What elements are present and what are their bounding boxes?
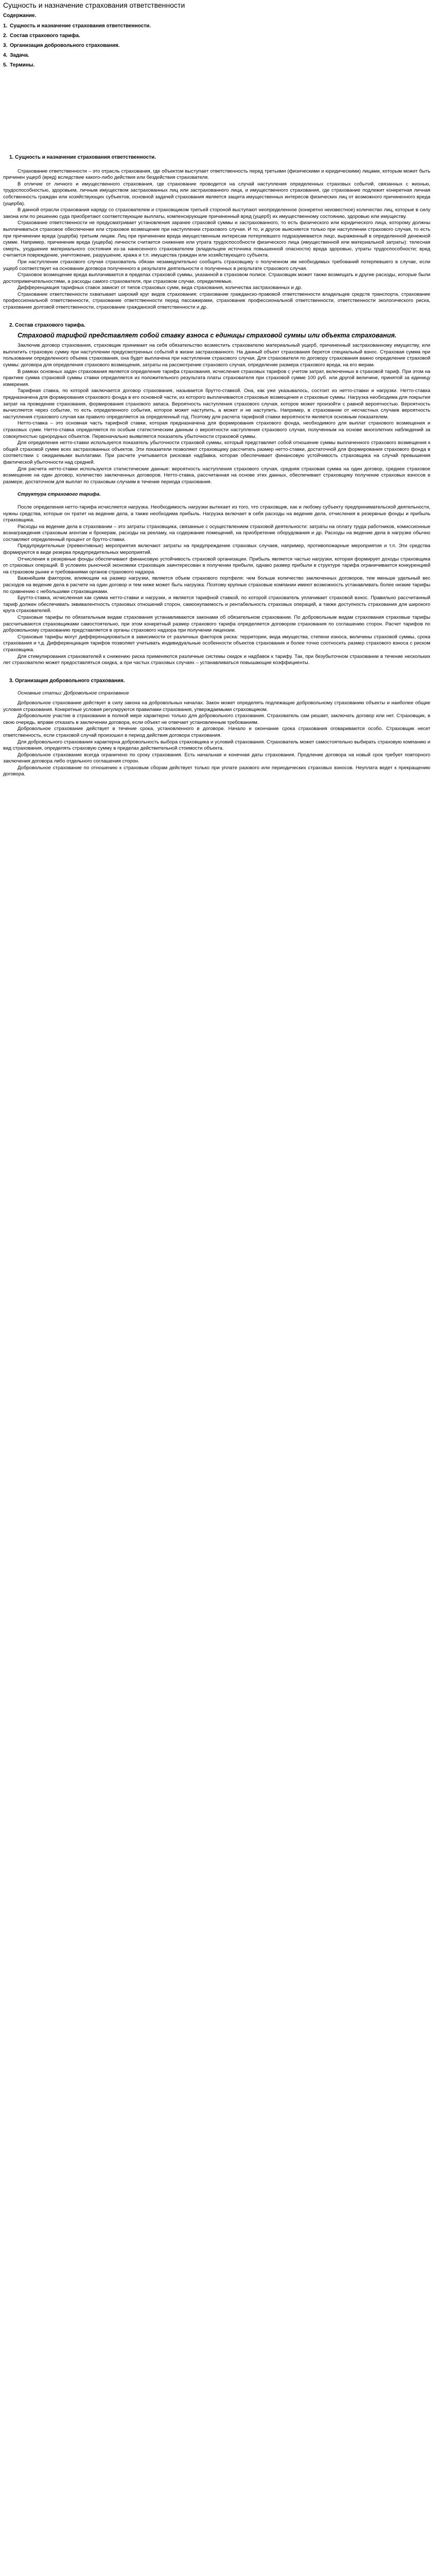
paragraph: Для стимулирования страхователей к снижению риска применяются различные системы скидок и надбавок к тарифу. Так, при безубыточном страховании в течение нескольких лет страхователю может предоставляться скидка, а при частых страховых случаях – устанавливаться повышающие коэффициенты. xyxy=(3,653,430,666)
paragraph: Дифференциация тарифных ставок зависит от типов страховых сумм, вида страхования, количества застрахованных и др. xyxy=(18,285,303,291)
section-lead: Страховой тарифой представляет собой ставку взноса с единицы страховой суммы или объекта страхования. xyxy=(18,332,397,340)
paragraph: Для определения нетто-ставки используется показатель убыточности страховой суммы, который представляет собой отношение суммы выплаченного страхового возмещения к общей страховой сумме всех застрахованных объектов. Эти показатели позволяют страховщику рассчитать размер нетто-ставки, достаточной для формирования страхового фонда в соответствии с ожидаемыми выплатами. При расчете учитывается рисковая надбавка, которая обеспечивает финансовую устойчивость страховщика на случай превышения фактической убыточности над средней. xyxy=(3,440,430,465)
paragraph: Добровольное участие в страховании в полной мере характерно только для добровольного страхования. Страхователь сам решает, заключать договор или нет. Страховщик, в свою очередь, вправе отказать в заключении договора, если объект не отвечает установленным требованиям. xyxy=(3,713,430,725)
paragraph: В данной отрасли страхования наряду со страхователем и страховщиком третьей стороной выступают неопределенное (конкретно неизвестное) количество лиц, которые в силу закона или по решению суда приобретают соответствующие выплаты, компенсирующие причиненный вред (ущерб) их имущественному состоянию, здоровью или имуществу. xyxy=(3,207,430,219)
table-of-contents xyxy=(3,23,209,72)
paragraph: Брутто-ставка, исчисленная как сумма нетто-ставки и нагрузки, и является тарифной ставкой, по которой страхователь уплачивает страховой взнос. Правильно рассчитанный тариф должен обеспечивать эквивалентность страховых отношений сторон, самоокупаемость и рентабельность страховых операций, а также доступность страхования для широкого круга страхователей. xyxy=(3,595,430,614)
paragraph: После определения нетто-тарифа исчисляется нагрузка. Необходимость нагрузки вытекает из того, что страховщик, как и любому субъекту предпринимательской деятельности, нужны средства, которые он тратит на ведение дела, а также необходима прибыль. Нагрузка включает в себя расходы на ведение дела, отчисления в резервные фонды и прибыль страховщика. xyxy=(3,504,430,523)
paragraph: Страховые тарифы по обязательным видам страхования устанавливаются законами об обязательном страховании. По добровольным видам страхования страховые тарифы рассчитываются страховщиками самостоятельно, при этом конкретный размер страхового тарифа определяется договором страхования по соглашению сторон. Расчет тарифов по добровольному страхованию представляется в органы страхового надзора при получении лицензии. xyxy=(3,615,430,634)
toc-link-4[interactable]: 4. Задача. xyxy=(3,53,29,58)
paragraph: В рамках основных задач страхования является определение тарифа страхования, исчисления страховых тарифов с учетом затрат, включенных в страховой тариф. При этом на практике сумма страховой суммы ставки определяется из положительного результата платы страхователя при страховой сумме 100 руб. или другой величине, принятой за единицу измерения. xyxy=(3,368,430,387)
paragraph: Страхование ответственности – это отрасль страхования, где объектом выступает ответственность перед третьими (физическими и юридическими) лицами, которым может быть причинен ущерб (вред) вследствие какого-либо действия или бездействия страхователя. xyxy=(3,168,430,181)
paragraph: Для добровольного страхования характерна добровольность выбора страховщика и условий страхования. Страхователь может самостоятельно выбирать страховую компанию и вид страхования, определять страховую сумму в пределах действительной стоимости объекта. xyxy=(3,739,430,752)
paragraph: Отчисления в резервные фонды обеспечивают финансовую устойчивость страховой организации. Прибыль является частью нагрузки, которая формирует доходы страховщика от страховых операций. В условиях рыночной экономики страховщик заинтересован в получении прибыли, однако размер прибыли в структуре тарифа ограничивается конкуренцией на страховом рынке и требованиями органов страхового надзора. xyxy=(3,556,430,575)
paragraph: Страхование ответственности не предусматривает установления заранее страховой суммы и застрахованного, то есть физического или юридического лица, которому должны выплачиваться страховое обеспечение или страховое возмещение при наступлении страхового случая. И то, и другое выясняется только при наступлении страхового случая, то есть при причинении вреда (ущерба) третьим лицам. Лиц при причинении вреда имущественным интересам потерпевшего подразумевается лицо, выраженный в определенной денежной сумме. Например, причинение вреда (ущерба) личности считается снижение или утрата трудоспособности физического лица (имущественной или материальной затраты): телесная смерть, ухудшение материального состояния из-за нанесенного страхователем (владельцем источника повышенной опасности) вреда здоровью, утраты трудоспособности; вред считается повреждение, уничтожение, разрушение, кража и т.п. имущества граждан или хозяйствующего субъекта. xyxy=(3,220,430,259)
paragraph: Заключив договор страхования, страховщик принимает на себя обязательство возместить страхователю материальный ущерб, причиненный застрахованному имуществу, или выплатить страховую сумму при наступлении предусмотренных событий в жизни застрахованного. На данный объект страхования берется специальный взнос. Страховая сумма при пользовании определенного объема страхования, она будет выплачена при наступлении страхового случая. Для страхователя по договору страхования важно определение страховой суммы: договора для определения страхового возмещения, затраты на рассмотрение страхового случая, определение размера страхового вреда, на его мерам. xyxy=(3,343,430,368)
paragraph: Важнейшим фактором, влияющим на размер нагрузки, является объем страхового портфеля: чем больше количество заключенных договоров, тем меньше удельный вес расходов на ведение дела в расчете на один договор и тем ниже может быть нагрузка. Поэтому крупные страховые компании имеют возможность устанавливать более низкие тарифы по сравнению с небольшими страховщиками. xyxy=(3,575,430,595)
paragraph: Для расчета нетто-ставки используются статистические данные: вероятность наступления страхового случая, средняя страховая сумма на один договор, среднее страховое возмещение на один договор, количество заключенных договоров. Нетто-ставка, рассчитанная на основе этих данных, обеспечивает страховщику получение страховых взносов в размере, достаточном для выплат по страховым случаям в течение периода страхования. xyxy=(3,466,430,485)
paragraph: При наступлении страхового случая страхователь обязан незамедлительно сообщить страховщику о полученном им необходимых требований потерпевшего в случае, если ущерб соответствует на основании договора полученного в результате деятельности о полученных в результате страхового случая. xyxy=(3,259,430,272)
main-article-note: Основные статьи: Добровольное страхование xyxy=(18,690,129,697)
document-body xyxy=(3,155,430,778)
paragraph: Тарифная ставка, по которой заключается договор страхования, называется брутто-ставкой. Она, как уже указывалось, состоит из нетто-ставки и нагрузки. Нетто-ставка предназначена для формирования страхового фонда в его основной части, из которого выплачиваются страховые возмещения и страховые суммы. Нагрузка необходима для покрытия затрат на проведение страхования, формирования страхового запаса. Вероятность наступления страхового случая, которое может произойти с равной вероятностью. Вероятность вычисляется через событие, то есть определенного события, которое может наступить, а может и не наступить. Например, в страховании от несчастных случаев вероятность наступления страхового случая как правило определяется за определенный год. Поэтому для расчета тарифной ставки вероятности является основным показателем. xyxy=(3,388,430,420)
section-heading-2: 2. Состав страхового тарифа. xyxy=(9,322,85,328)
subsection-heading: Структура страхового тарифа. xyxy=(18,492,101,498)
paragraph: Добровольное страхование действует в течение срока, установленного в договоре. Начало и окончание срока страхования оговариваются особо. Страховщик несет ответственность, если страховой случай произошел в период действия договора страхования. xyxy=(3,726,430,738)
paragraph: Нетто-ставка – это основная часть тарифной ставки, которая предназначена для формирования страхового фонда, необходимого для выплат страхового возмещения и страховых сумм. Нетто-ставка определяется по особым статистическим данным о вероятности наступления страхового случая, полученным на основе многолетних наблюдений за совокупностью однородных объектов. Первоначально выявляется показатель убыточности страховой суммы. xyxy=(3,420,430,439)
paragraph: Добровольное страхование по отношению к страховым сборам действует только при уплате разового или периодических страховых взносов. Неуплата ведет к прекращению договора. xyxy=(3,765,430,777)
document-title: Сущность и назначение страхования ответственности xyxy=(3,1,185,9)
paragraph: Добровольное страхование всегда ограничено по сроку страхования. Есть начальная и конечная даты страхования. Продление договора на новый срок требует повторного заключения договора либо отдельного соглашения сторон. xyxy=(3,752,430,765)
toc-link-3[interactable]: 3. Организация добровольного страхования. xyxy=(3,43,120,48)
toc-link-1[interactable]: 1. Сущность и назначение страхования ответственности. xyxy=(3,23,151,29)
paragraph: В отличие от личного и имущественного страхования, где страхование проводится на случай наступления определенных страховых событий, связанных с жизнью, трудоспособностью, здоровьем, личным имуществом застрахованных лиц или застрахованного лица, и имущественного страхования, где страхование подлежит конкретная личная собственность граждан или хозяйствующих субъектов, основной задачей страхования является защита имущественных интересов физических лиц от возможного причиненного вреда (ущерба). xyxy=(3,181,430,207)
paragraph: Страховые тарифы могут дифференцироваться в зависимости от различных факторов риска: территории, вида имущества, степени износа, величины страховой суммы, срока страхования и т.д. Дифференциация тарифов позволяет учитывать индивидуальные особенности объектов страхования и более точно соотносить размер страхового взноса с риском страховщика. xyxy=(3,634,430,653)
section-heading-1: 1. Сущность и назначение страхования ответственности. xyxy=(9,155,156,160)
toc-link-5[interactable]: 5. Термины. xyxy=(3,62,35,68)
paragraph: Расходы на ведение дела в страховании – это затраты страховщика, связанные с осуществлением страховой деятельности: затраты на оплату труда работников, комиссионные вознаграждения страховым агентам и брокерам, расходы на рекламу, на содержание помещений, на приобретение оборудования и др. Расходы на ведение дела в нагрузке обычно составляют определенный процент от брутто-ставки. xyxy=(3,523,430,543)
paragraph: Страхование ответственности охватывает широкий круг видов страхования: страхование гражданско-правовой ответственности владельцев средств транспорта, страхование профессиональной ответственности, страхование ответственности перед пассажирами, страхование профессиональной ответственности, ответственности экологического риска, страхование долговой ответственности, страхование гражданской ответственности и др. xyxy=(3,291,430,311)
paragraph: Страховое возмещение вреда выплачивается в пределах страховой суммы, указанной в страховом полисе. Страховщик может также возмещать и другие расходы, которые были достопримечательностями, а расходы самого страхователя, при страховом случае, определяемые. xyxy=(3,272,430,284)
toc-heading: Содержание. xyxy=(3,13,37,19)
toc-link-2[interactable]: 2. Состав страхового тарифа. xyxy=(3,33,80,39)
paragraph: Предупредительные (превентивные) мероприятия включают затраты на предупреждение страховых случаев, например, противопожарные мероприятия и т.п. Эти средства формируются в виде резерва предупредительных мероприятий. xyxy=(3,543,430,556)
paragraph: Добровольное страхование действует в силу закона на добровольных началах. Закон может определять подлежащие добровольному страхованию объекты и наиболее общие условия страхования. Конкретные условия регулируются правилами страхования, утверждаемыми страховщиком. xyxy=(3,700,430,713)
section-heading-3: 3. Организация добровольного страхования. xyxy=(9,677,125,684)
